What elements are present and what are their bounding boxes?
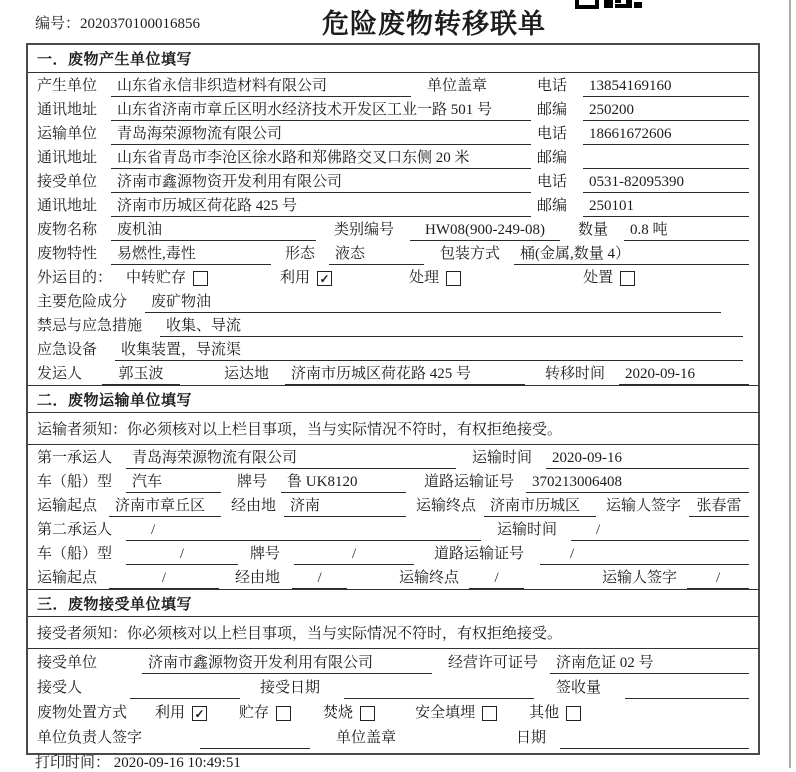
serial-value: 2020370100016856	[80, 16, 201, 32]
disposal-landfill-label: 安全填埋	[415, 705, 476, 721]
emergency-measures-label: 禁忌与应急措施	[37, 318, 143, 334]
form-row	[28, 445, 758, 469]
section-notice-text: 接受者须知：你必须核对以上栏目事项，当与实际情况不符时，有权拒绝接受。	[37, 626, 563, 642]
form-row	[28, 73, 758, 97]
qr-code-fragment	[574, 0, 644, 10]
disposal-incinerate-label: 焚烧	[323, 705, 354, 721]
row-left-group	[37, 366, 749, 385]
disposal-landfill-box	[482, 706, 497, 721]
road-permit2-value: /	[540, 546, 749, 565]
print-time-value: 2020-09-16 10:49:51	[113, 755, 241, 771]
transport-origin-label: 运输起点	[37, 498, 98, 514]
page-edge-line	[789, 0, 791, 768]
waste-property-value: 易燃性,毒性	[111, 246, 271, 265]
disposal-utilize-label: 利用	[155, 705, 186, 721]
vehicle-type2-label: 车（船）型	[37, 546, 113, 562]
disposal-method-label: 废物处置方式	[37, 705, 128, 721]
packaging-value: 桶(金属,数量 4）	[514, 246, 749, 265]
purpose-utilize-box: ✓	[317, 271, 332, 286]
via-place2-label: 经由地	[235, 570, 281, 586]
producer-address-value: 山东省济南市章丘区明水经济技术开发区工业一路 501 号	[111, 102, 531, 121]
vehicle-type-label: 车（船）型	[37, 474, 113, 490]
plate-number-value: 鲁 UK8120	[281, 474, 406, 493]
row-left-group	[37, 705, 749, 724]
producer-phone-value: 13854169160	[583, 78, 749, 97]
waste-property-label: 废物特性	[37, 246, 98, 262]
producer-phone-label: 电话	[537, 78, 568, 94]
row-right-group	[537, 102, 749, 121]
main-hazard-value: 废矿物油	[145, 294, 721, 313]
plate-number-label: 牌号	[237, 474, 268, 490]
purpose-treat-box	[446, 271, 461, 286]
transport-date2-label: 运输时间	[497, 522, 558, 538]
row-left-group	[37, 126, 537, 145]
first-carrier-value: 青岛海荣源物流有限公司	[126, 450, 456, 469]
transport-end-label: 运输终点	[416, 498, 477, 514]
disposal-landfill	[415, 705, 497, 724]
disposal-other	[529, 705, 581, 724]
emergency-equipment-value: 收集装置，导流渠	[115, 342, 743, 361]
unit-seal-label: 单位盖章	[427, 78, 488, 94]
purpose-treat-label: 处理	[409, 270, 440, 286]
receiver-unit-label: 接受单位	[37, 174, 98, 190]
section-notice	[28, 413, 758, 445]
quantity-label: 数量	[578, 222, 609, 238]
row-left-group	[37, 246, 749, 265]
row-left-group	[37, 150, 537, 169]
disposal-incinerate-box	[360, 706, 375, 721]
form-state-value: 液态	[329, 246, 424, 265]
row-left-group	[37, 270, 749, 289]
producer-unit-value: 山东省永信非织造材料有限公司	[111, 78, 411, 97]
row-left-group	[37, 450, 749, 469]
row-left-group	[37, 318, 749, 337]
row-left-group	[37, 474, 749, 493]
form-table	[26, 43, 760, 755]
form-row	[28, 469, 758, 493]
form-row	[28, 289, 758, 313]
transport-end2-value: /	[469, 570, 524, 589]
accept-seal-date-label: 日期	[516, 730, 547, 746]
transport-end2-label: 运输终点	[399, 570, 460, 586]
form-state-label: 形态	[285, 246, 316, 262]
transporter-signature-label: 运输人签字	[606, 498, 682, 514]
form-title: 危险废物转移联单	[322, 9, 546, 39]
form-row	[28, 361, 758, 385]
transporter-unit-label: 运输单位	[37, 126, 98, 142]
vehicle-type-value: 汽车	[126, 474, 221, 493]
disposal-storage	[239, 705, 291, 724]
signed-quantity-label: 签收量	[556, 680, 602, 696]
accept-date-value	[344, 697, 534, 699]
section-title	[28, 385, 758, 413]
receiver-zip-value: 250101	[583, 198, 749, 217]
purpose-utilize-label: 利用	[280, 270, 311, 286]
via-place2-value: /	[292, 570, 347, 589]
serial-label: 编号：	[35, 16, 81, 32]
purpose-dispose-box	[620, 271, 635, 286]
form-row	[28, 541, 758, 565]
producer-zip-label: 邮编	[537, 102, 568, 118]
transport-date-label: 运输时间	[472, 450, 533, 466]
purpose-transit-storage-label: 中转贮存	[126, 270, 187, 286]
row-left-group	[37, 655, 749, 674]
row-left-group	[37, 198, 537, 217]
form-row	[28, 699, 758, 724]
form-row	[28, 97, 758, 121]
row-right-group	[537, 78, 749, 97]
disposal-storage-label: 贮存	[239, 705, 270, 721]
accept-unit-label: 接受单位	[37, 655, 98, 671]
form-row	[28, 121, 758, 145]
receiver-address-value: 济南市历城区荷花路 425 号	[111, 198, 531, 217]
row-right-group	[537, 150, 749, 169]
accept-date-label: 接受日期	[260, 680, 321, 696]
emergency-measures-value: 收集、导流	[160, 318, 743, 337]
purpose-transit-storage-box	[193, 271, 208, 286]
print-time	[35, 751, 241, 772]
form-row	[28, 265, 758, 289]
category-code-value: HW08(900-249-08)	[410, 222, 560, 241]
accept-person-label: 接受人	[37, 680, 83, 696]
signed-quantity-value	[625, 697, 749, 699]
row-left-group	[37, 498, 749, 517]
transport-origin2-label: 运输起点	[37, 570, 98, 586]
transport-end-value: 济南市历城区	[484, 498, 596, 517]
transporter-zip-value	[583, 167, 749, 169]
form-row	[28, 145, 758, 169]
form-row	[28, 217, 758, 241]
transporter-address-label: 通讯地址	[37, 150, 98, 166]
row-left-group	[37, 522, 749, 541]
producer-zip-value: 250200	[583, 102, 749, 121]
transporter-signature2-label: 运输人签字	[602, 570, 678, 586]
row-left-group	[37, 174, 537, 193]
row-left-group	[37, 570, 749, 589]
disposal-storage-box	[276, 706, 291, 721]
vehicle-type2-value: /	[126, 546, 238, 565]
receiver-address-label: 通讯地址	[37, 198, 98, 214]
section-notice-text: 运输者须知：你必须核对以上栏目事项，当与实际情况不符时，有权拒绝接受。	[37, 422, 563, 438]
transport-origin2-value: /	[109, 570, 219, 589]
row-left-group	[37, 730, 749, 749]
row-left-group	[37, 78, 537, 97]
destination-value: 济南市历城区荷花路 425 号	[285, 366, 525, 385]
purpose-transit-storage	[126, 270, 208, 289]
row-left-group	[37, 546, 749, 565]
transporter-phone-value: 18661672606	[583, 126, 749, 145]
form-row	[28, 674, 758, 699]
second-carrier-value: /	[126, 522, 481, 541]
consignor-value: 郭玉波	[102, 366, 180, 385]
row-left-group	[37, 342, 749, 361]
print-time-label: 打印时间：	[35, 755, 111, 771]
license-number-value: 济南危证 02 号	[550, 655, 749, 674]
transporter-signature-value: 张春雷	[689, 498, 749, 517]
purpose-utilize	[280, 270, 332, 289]
waste-name-value: 废机油	[111, 222, 316, 241]
section-title-text: 三．废物接受单位填写	[37, 596, 193, 613]
first-carrier-label: 第一承运人	[37, 450, 113, 466]
via-place-value: 济南	[284, 498, 406, 517]
waste-name-label: 废物名称	[37, 222, 98, 238]
transporter-unit-value: 青岛海荣源物流有限公司	[111, 126, 531, 145]
receiver-phone-label: 电话	[537, 174, 568, 190]
plate-number2-label: 牌号	[250, 546, 281, 562]
section-title-text: 一．废物产生单位填写	[37, 52, 193, 68]
accept-person-value	[130, 697, 240, 699]
producer-address-label: 通讯地址	[37, 102, 98, 118]
serial-number	[35, 12, 200, 33]
producer-unit-label: 产生单位	[37, 78, 98, 94]
disposal-other-label: 其他	[529, 705, 560, 721]
row-left-group	[37, 680, 749, 699]
via-place-label: 经由地	[231, 498, 277, 514]
purpose-treat	[409, 270, 461, 289]
form-row	[28, 724, 758, 749]
form-row	[28, 193, 758, 217]
category-code-label: 类别编号	[334, 222, 395, 238]
transport-origin-value: 济南市章丘区	[109, 498, 221, 517]
form-row	[28, 517, 758, 541]
packaging-label: 包装方式	[440, 246, 501, 262]
transfer-date-label: 转移时间	[545, 366, 606, 382]
road-permit2-label: 道路运输证号	[434, 546, 525, 562]
section-title	[28, 589, 758, 617]
form-row	[28, 313, 758, 337]
row-right-group	[537, 126, 749, 145]
disposal-incinerate	[323, 705, 375, 724]
row-right-group	[537, 198, 749, 217]
purpose-dispose-label: 处置	[583, 270, 614, 286]
transport-date-value: 2020-09-16	[546, 450, 749, 469]
transporter-signature2-value: /	[687, 570, 749, 589]
row-right-group	[537, 174, 749, 193]
destination-label: 运达地	[224, 366, 270, 382]
accept-unit-value: 济南市鑫源物资开发利用有限公司	[142, 655, 432, 674]
consignor-label: 发运人	[37, 366, 83, 382]
row-left-group	[37, 294, 749, 313]
purpose-dispose	[583, 270, 635, 289]
form-row	[28, 493, 758, 517]
row-left-group	[37, 102, 537, 121]
transfer-date-value: 2020-09-16	[619, 366, 749, 385]
second-carrier-label: 第二承运人	[37, 522, 113, 538]
transporter-address-value: 山东省青岛市李沧区徐水路和郑佛路交叉口东侧 20 米	[111, 150, 531, 169]
receiver-unit-value: 济南市鑫源物资开发利用有限公司	[111, 174, 531, 193]
transporter-zip-label: 邮编	[537, 150, 568, 166]
emergency-equipment-label: 应急设备	[37, 342, 98, 358]
disposal-other-box	[566, 706, 581, 721]
accept-unit-seal-label: 单位盖章	[336, 730, 397, 746]
disposal-utilize-box: ✓	[192, 706, 207, 721]
transporter-phone-label: 电话	[537, 126, 568, 142]
license-number-label: 经营许可证号	[448, 655, 539, 671]
form-row	[28, 649, 758, 674]
transfer-purpose-label: 外运目的：	[37, 270, 113, 286]
form-row	[28, 337, 758, 361]
form-row	[28, 169, 758, 193]
section-title	[28, 45, 758, 73]
quantity-value: 0.8 吨	[624, 222, 749, 241]
road-permit-value: 370213006408	[526, 474, 749, 493]
section-notice	[28, 617, 758, 649]
unit-head-signature-label: 单位负责人签字	[37, 730, 143, 746]
form-row	[28, 565, 758, 589]
unit-head-signature-value	[200, 747, 310, 749]
disposal-utilize	[155, 705, 207, 724]
plate-number2-value: /	[294, 546, 414, 565]
road-permit-label: 道路运输证号	[424, 474, 515, 490]
row-left-group	[37, 222, 749, 241]
section-title-text: 二．废物运输单位填写	[37, 392, 193, 409]
transport-date2-value: /	[571, 522, 749, 541]
main-hazard-label: 主要危险成分	[37, 294, 128, 310]
receiver-phone-value: 0531-82095390	[583, 174, 749, 193]
accept-seal-date-value	[560, 747, 749, 749]
form-row	[28, 241, 758, 265]
receiver-zip-label: 邮编	[537, 198, 568, 214]
